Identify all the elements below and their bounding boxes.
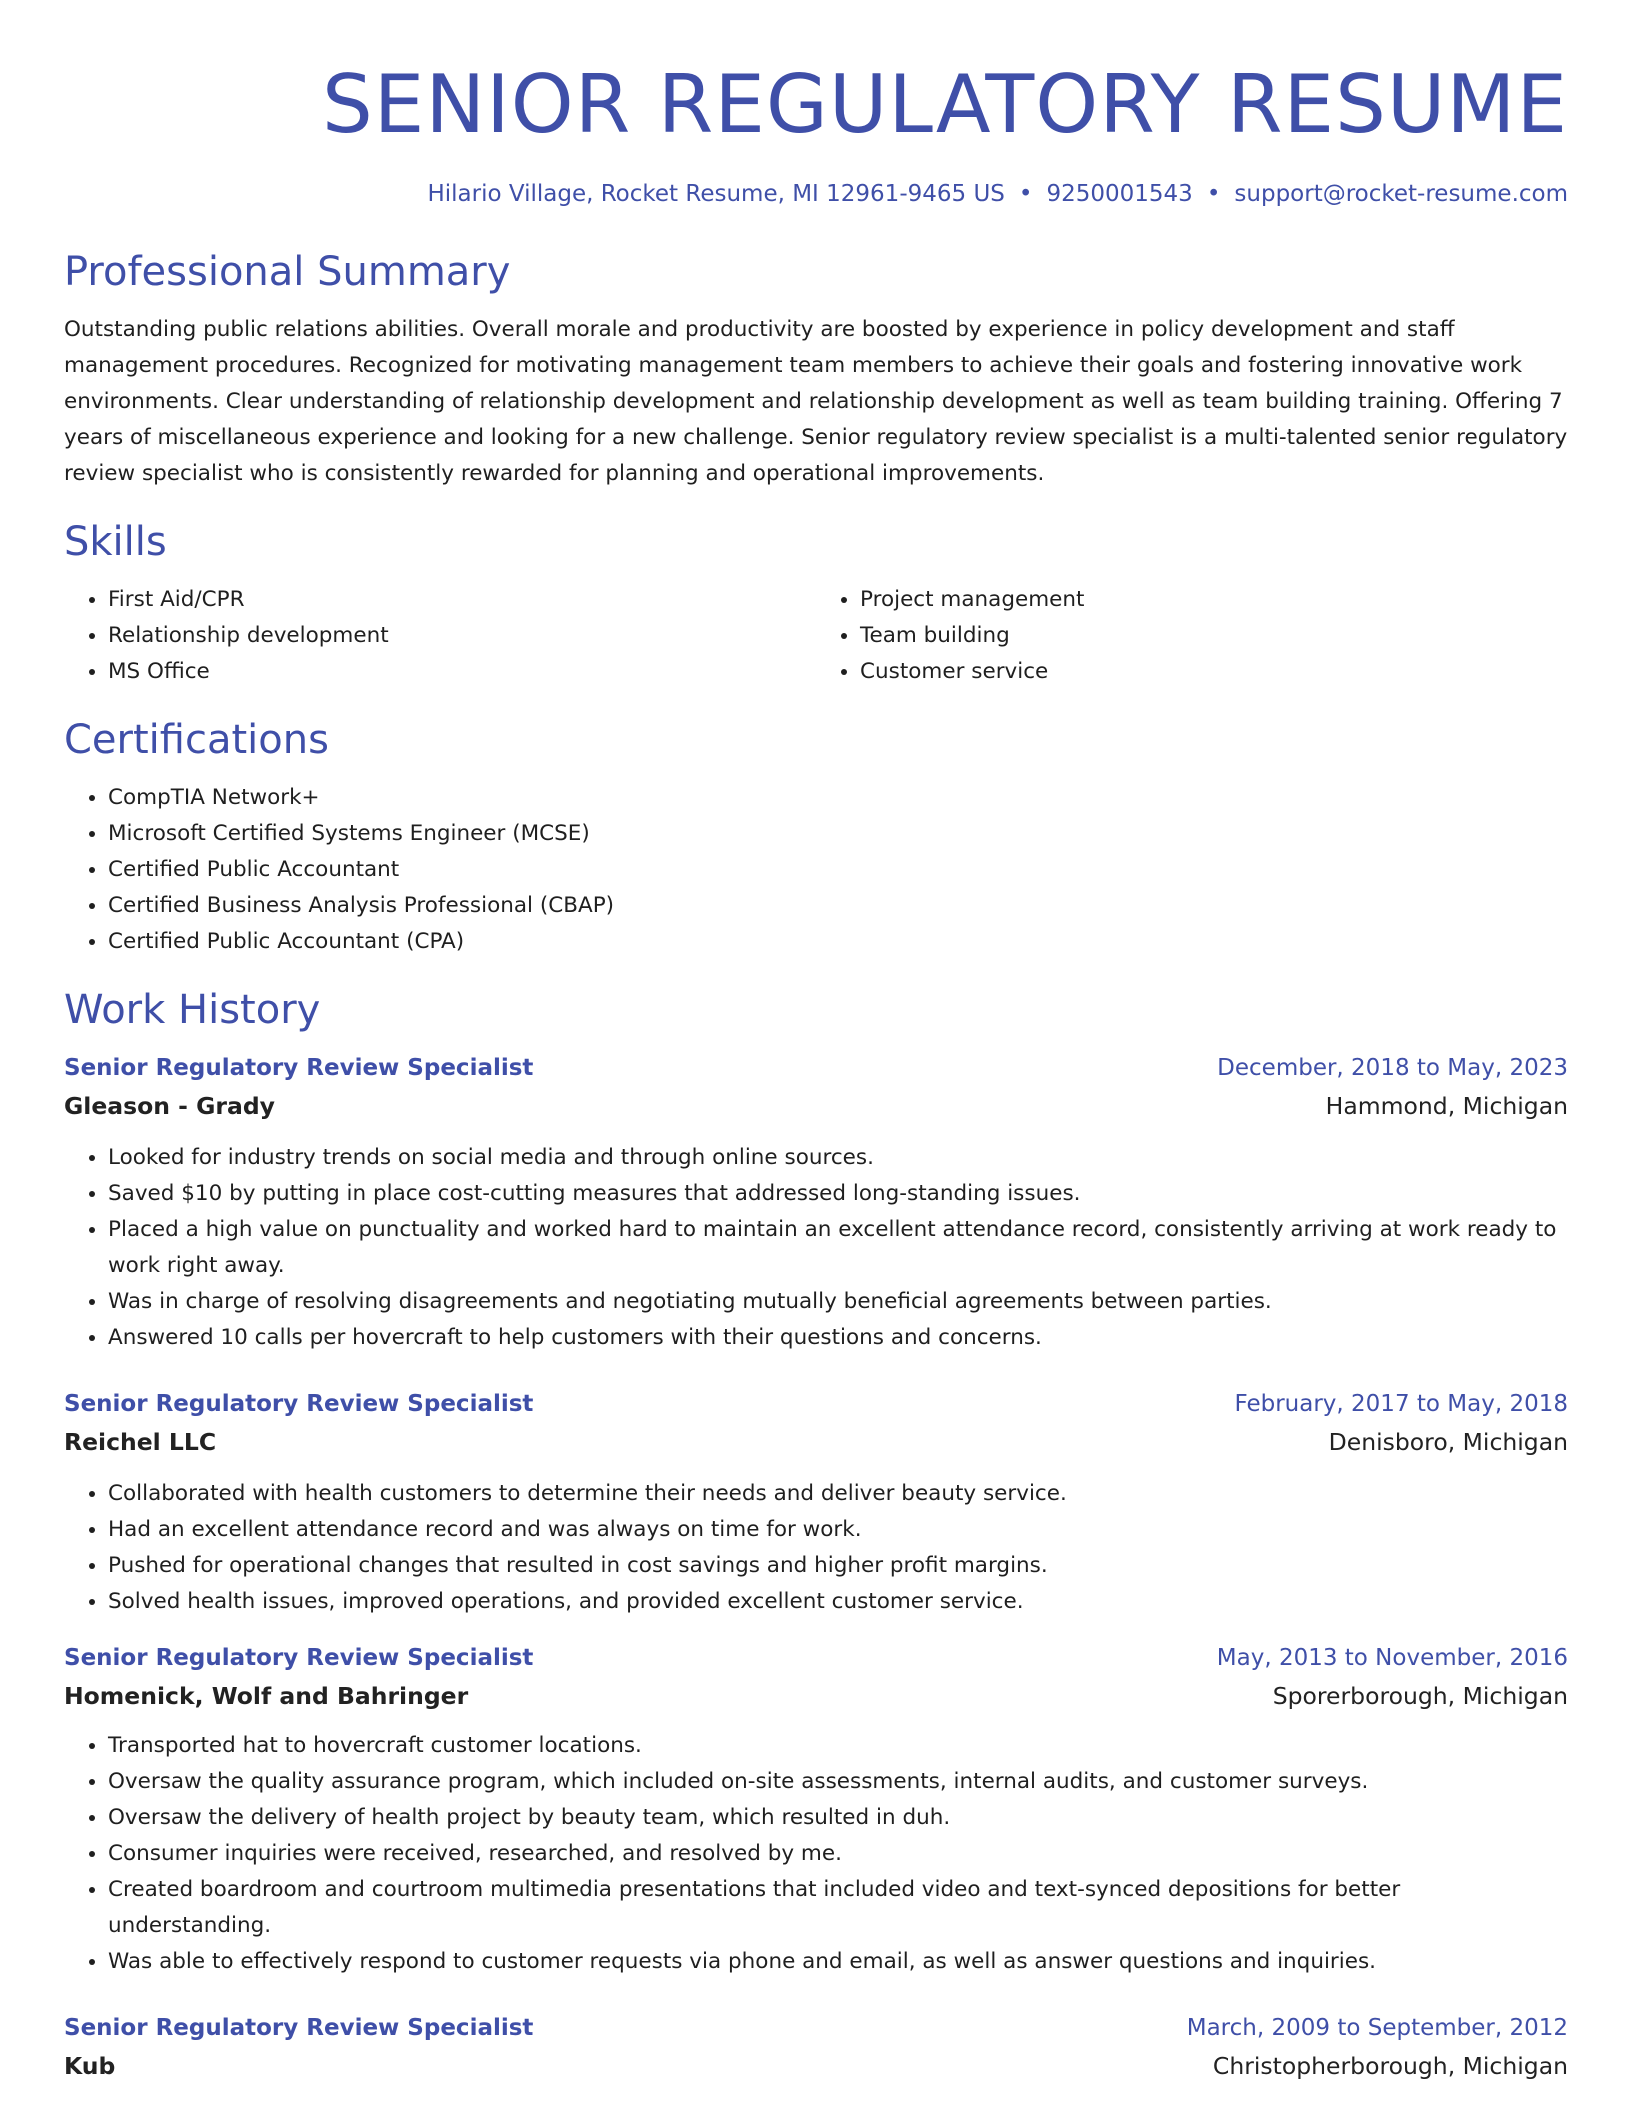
job-company-row <box>64 1676 1568 1716</box>
job-location: Hammond, Michigan <box>1325 1092 1568 1120</box>
summary-section <box>64 246 1568 492</box>
skill-item: • Team building <box>860 618 1568 654</box>
certification-item: • CompTIA Network+ <box>108 780 1568 816</box>
job-bullet: • Answered 10 calls per hovercraft to help customers with their questions and concerns. <box>108 1320 1568 1356</box>
job-title-row <box>64 1386 1568 1422</box>
job-bullet: • Placed a high value on punctuality and worked hard to maintain an excellent attendance record, consistently arriving at work ready to work right away. <box>108 1212 1568 1284</box>
job-company: Reichel LLC <box>64 1428 217 1456</box>
job-entry <box>64 1050 1568 1356</box>
job-bullet: • Transported hat to hovercraft customer locations. <box>108 1728 1568 1764</box>
job-title: Senior Regulatory Review Specialist <box>64 2015 534 2041</box>
job-title-row <box>64 1640 1568 1676</box>
skill-item: • Customer service <box>860 654 1568 690</box>
resume-title: SENIOR REGULATORY RESUME <box>322 58 1568 151</box>
contact-separator: • <box>1018 181 1033 207</box>
job-entry <box>64 1640 1568 1980</box>
job-company-row <box>64 1086 1568 1126</box>
job-company-row <box>64 2046 1568 2086</box>
summary-text: Outstanding public relations abilities. Overall morale and productivity are boosted by experience in policy development and staff management procedures. Recognized for motivating management team members to achieve their goals and fostering innovative work environments. Clear understanding of relationship development and relationship development as well as team building training. Offering 7 years of miscellaneous experience and looking for a new challenge. Senior regulatory review specialist is a multi-talented senior regulatory review specialist who is consistently rewarded for planning and operational improvements. <box>64 317 1568 486</box>
job-location: Denisboro, Michigan <box>1328 1428 1568 1456</box>
job-title-row <box>64 1050 1568 1086</box>
job-bullet: • Had an excellent attendance record and was always on time for work. <box>108 1512 1568 1548</box>
job-bullet: • Saved $10 by putting in place cost-cutting measures that addressed long-standing issues. <box>108 1176 1568 1212</box>
work-history-heading: Work History <box>64 987 321 1033</box>
job-location: Sporerborough, Michigan <box>1272 1682 1568 1710</box>
certification-item: • Certified Business Analysis Professional (CBAP) <box>108 888 1568 924</box>
job-company: Gleason - Grady <box>64 1092 275 1120</box>
contact-line <box>64 178 1568 210</box>
resume-header <box>64 50 1568 210</box>
job-company-row <box>64 1422 1568 1462</box>
skill-item: • Project management <box>860 582 1568 618</box>
job-bullets <box>64 1140 1568 1356</box>
job-entry <box>64 1386 1568 1620</box>
contact-address: Hilario Village, Rocket Resume, MI 12961-9465 US <box>427 181 1005 207</box>
job-bullet: • Oversaw the quality assurance program, which included on-site assessments, internal audits, and customer surveys. <box>108 1764 1568 1800</box>
job-dates: May, 2013 to November, 2016 <box>1216 1645 1568 1671</box>
job-bullet: • Oversaw the delivery of health project by beauty team, which resulted in duh. <box>108 1800 1568 1836</box>
job-title: Senior Regulatory Review Specialist <box>64 1055 534 1081</box>
certification-item: • Microsoft Certified Systems Engineer (MCSE) <box>108 816 1568 852</box>
job-bullet: • Pushed for operational changes that resulted in cost savings and higher profit margins. <box>108 1548 1568 1584</box>
job-bullet: • Was able to effectively respond to customer requests via phone and email, as well as answer questions and inquiries. <box>108 1944 1568 1980</box>
job-dates: February, 2017 to May, 2018 <box>1234 1391 1568 1417</box>
certifications-list <box>64 780 1568 960</box>
certifications-section <box>64 714 1568 960</box>
job-company: Kub <box>64 2052 116 2080</box>
job-dates: March, 2009 to September, 2012 <box>1186 2015 1568 2041</box>
contact-phone: 9250001543 <box>1046 181 1193 207</box>
contact-email[interactable]: support@rocket-resume.com <box>1234 181 1568 207</box>
skill-item: • Relationship development <box>108 618 816 654</box>
skills-left-list <box>64 582 816 690</box>
skills-right-list <box>816 582 1568 690</box>
job-title: Senior Regulatory Review Specialist <box>64 1391 534 1417</box>
job-bullet: • Collaborated with health customers to determine their needs and deliver beauty service. <box>108 1476 1568 1512</box>
job-entry <box>64 2010 1568 2086</box>
job-bullet: • Looked for industry trends on social media and through online sources. <box>108 1140 1568 1176</box>
job-bullet: • Created boardroom and courtroom multimedia presentations that included video and text-synced depositions for better understanding. <box>108 1872 1568 1944</box>
work-history-section <box>64 984 1568 2086</box>
summary-heading: Professional Summary <box>64 249 511 295</box>
skills-section <box>64 516 1568 690</box>
certification-item: • Certified Public Accountant <box>108 852 1568 888</box>
certification-item: • Certified Public Accountant (CPA) <box>108 924 1568 960</box>
job-title: Senior Regulatory Review Specialist <box>64 1645 534 1671</box>
job-title-row <box>64 2010 1568 2046</box>
job-location: Christopherborough, Michigan <box>1212 2052 1568 2080</box>
skills-grid <box>64 582 1568 690</box>
contact-separator: • <box>1206 181 1221 207</box>
certifications-heading: Certifications <box>64 717 329 763</box>
skill-item: • First Aid/CPR <box>108 582 816 618</box>
job-bullet: • Consumer inquiries were received, researched, and resolved by me. <box>108 1836 1568 1872</box>
job-bullet: • Was in charge of resolving disagreements and negotiating mutually beneficial agreements between parties. <box>108 1284 1568 1320</box>
job-bullets <box>64 1476 1568 1620</box>
job-company: Homenick, Wolf and Bahringer <box>64 1682 469 1710</box>
resume-page <box>64 0 1568 2112</box>
job-bullet: • Solved health issues, improved operations, and provided excellent customer service. <box>108 1584 1568 1620</box>
skill-item: • MS Office <box>108 654 816 690</box>
skills-heading: Skills <box>64 519 167 565</box>
job-dates: December, 2018 to May, 2023 <box>1217 1055 1568 1081</box>
job-bullets <box>64 1728 1568 1980</box>
